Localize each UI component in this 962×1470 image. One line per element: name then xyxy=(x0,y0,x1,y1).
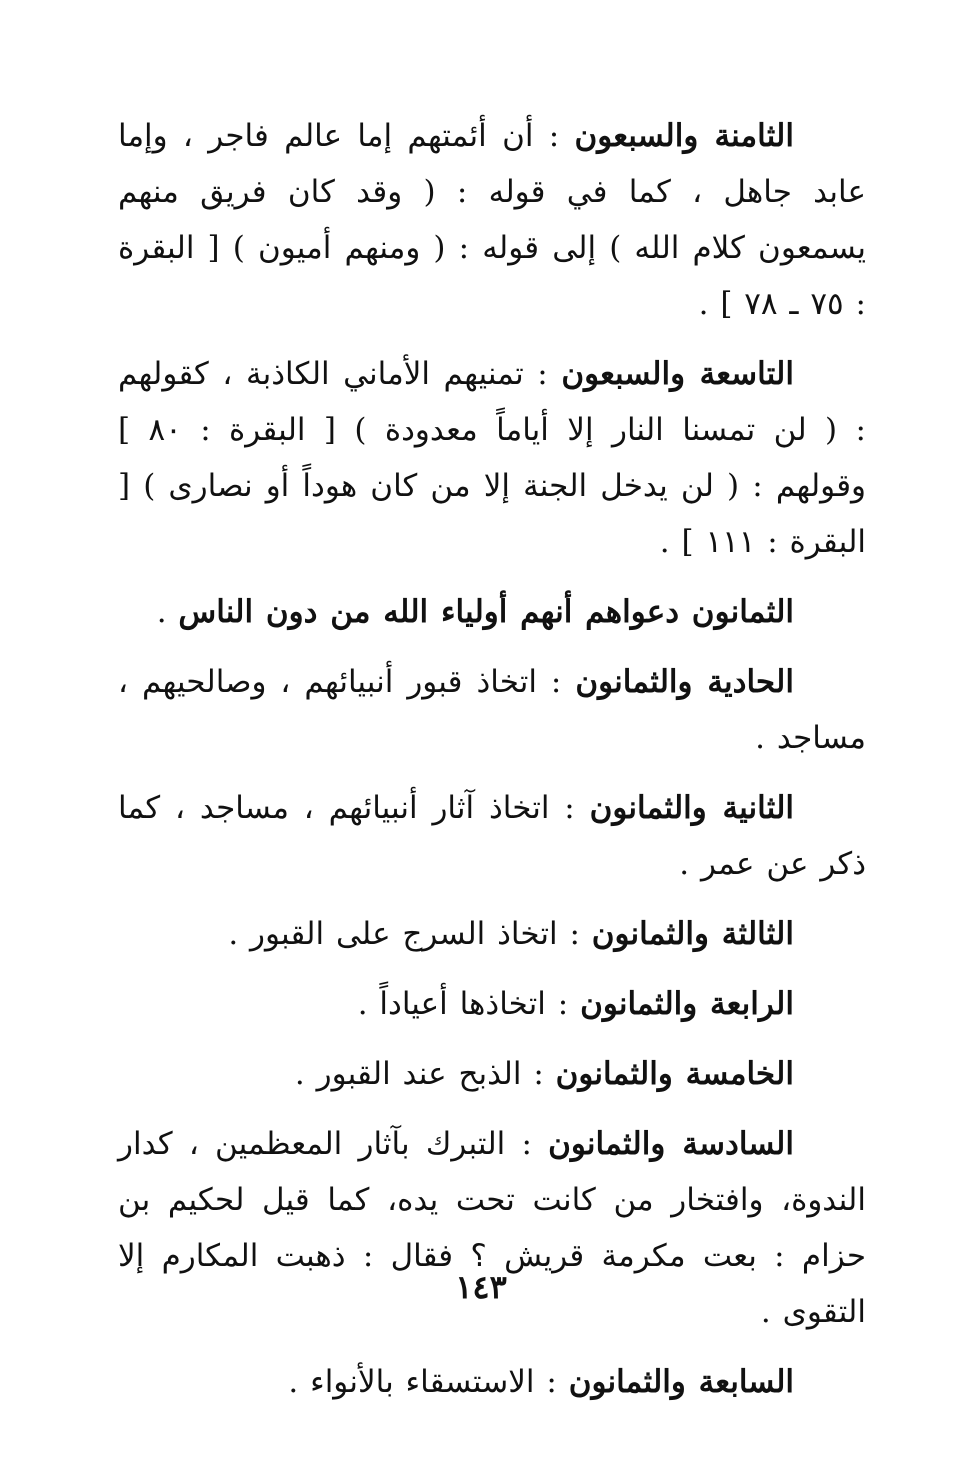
page-number: ١٤٣ xyxy=(455,1268,507,1306)
paragraph-text: : اتخاذ السرج على القبور . xyxy=(228,916,592,952)
paragraph-heading: الثانية والثمانون xyxy=(589,790,794,826)
paragraph-85 xyxy=(118,1046,866,1102)
paragraph-heading: التاسعة والسبعون xyxy=(561,356,794,392)
paragraph-heading: السادسة والثمانون xyxy=(548,1126,794,1162)
paragraph-heading: الثالثة والثمانون xyxy=(591,916,794,952)
paragraph-80 xyxy=(118,584,866,640)
paragraph-81 xyxy=(118,654,866,766)
paragraph-heading: الرابعة والثمانون xyxy=(580,986,794,1022)
paragraph-79 xyxy=(118,346,866,570)
paragraph-heading: الحادية والثمانون xyxy=(575,664,794,700)
paragraph-84 xyxy=(118,976,866,1032)
paragraph-text: . xyxy=(156,594,179,630)
paragraph-text: : الذبح عند القبور . xyxy=(294,1056,556,1092)
paragraph-78 xyxy=(118,108,866,332)
paragraph-heading: الخامسة والثمانون xyxy=(555,1056,794,1092)
page-body xyxy=(118,108,866,1424)
paragraph-text: : تمنيهم الأماني الكاذبة ، كقولهم : ( لن تمسنا النار إلا أياماً معدودة ) [ البقرة : ٨٠ ] وقولهم : ( لن يدخل الجنة إلا من كان هوداً أو نصارى ) [ البقرة : ١١١ ] . xyxy=(118,356,866,560)
paragraph-86 xyxy=(118,1116,866,1340)
paragraph-text: : التبرك بآثار المعظمين ، كدار الندوة، وافتخار من كانت تحت يده، كما قيل لحكيم بن حزام : بعت مكرمة قريش ؟ فقال : ذهبت المكارم إلا التقوى . xyxy=(118,1126,866,1330)
paragraph-83 xyxy=(118,906,866,962)
paragraph-82 xyxy=(118,780,866,892)
paragraph-text: : الاستسقاء بالأنواء . xyxy=(288,1364,569,1400)
paragraph-text: : أن أئمتهم إما عالم فاجر ، وإما عابد جاهل ، كما في قوله : ( وقد كان فريق منهم يسمعون كلام الله ) إلى قوله : ( ومنهم أميون ) [ البقرة : ٧٥ ـ ٧٨ ] . xyxy=(118,118,866,322)
paragraph-87 xyxy=(118,1354,866,1410)
paragraph-text: : اتخاذ آثار أنبيائهم ، مساجد ، كما ذكر عن عمر . xyxy=(118,790,866,882)
paragraph-text: : اتخاذها أعياداً . xyxy=(357,986,581,1022)
paragraph-heading: السابعة والثمانون xyxy=(568,1364,794,1400)
paragraph-heading: الثامنة والسبعون xyxy=(574,118,794,154)
paragraph-heading: الثمانون دعواهم أنهم أولياء الله من دون الناس xyxy=(178,594,794,630)
paragraph-text: : اتخاذ قبور أنبيائهم ، وصالحيهم ، مساجد . xyxy=(118,664,866,756)
